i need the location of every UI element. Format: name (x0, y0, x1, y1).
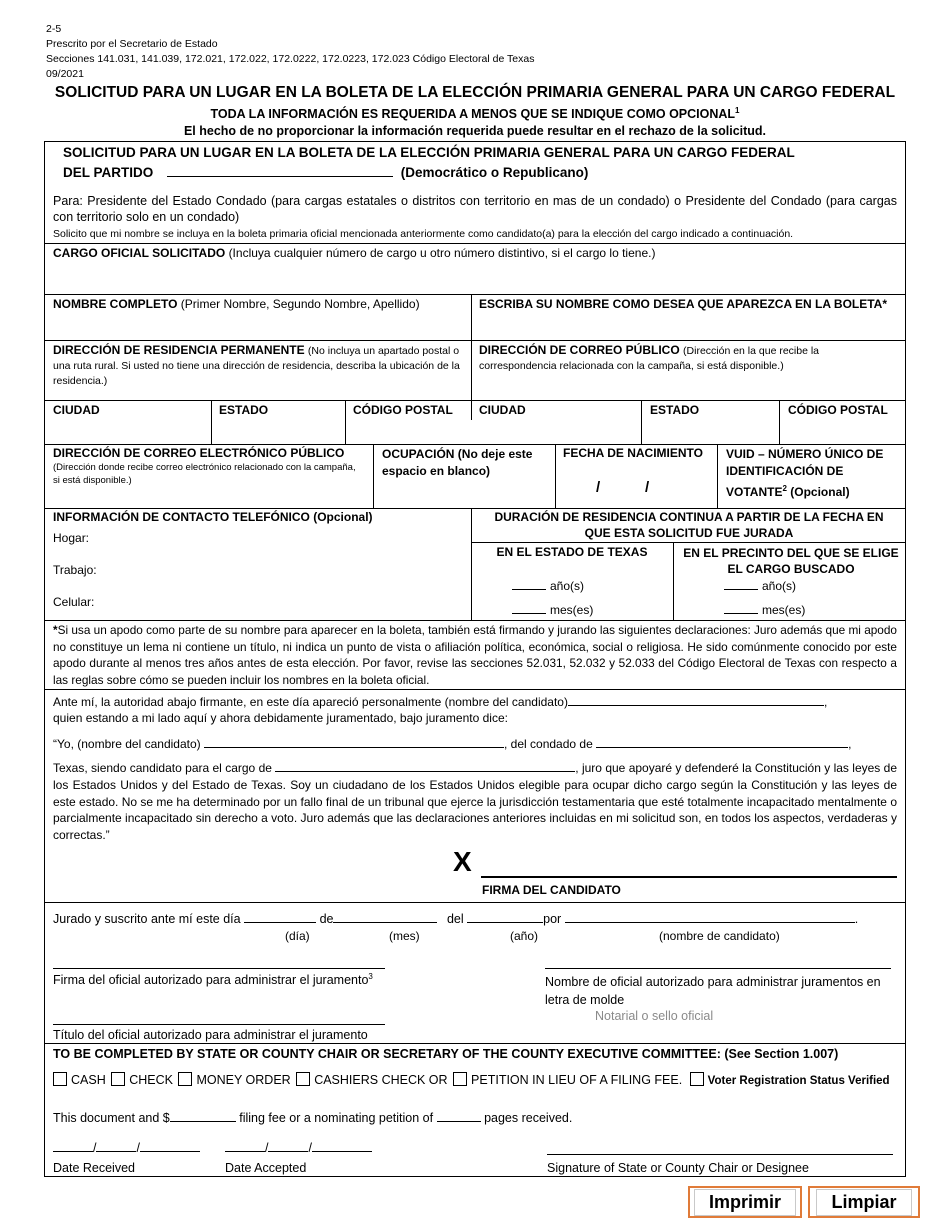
document-post: pages received. (484, 1111, 573, 1125)
official-name-line[interactable] (545, 968, 891, 969)
print-button[interactable] (688, 1186, 802, 1218)
mail-zip-field[interactable]: CÓDIGO POSTAL (788, 403, 888, 417)
prescribed-by: Prescrito por el Secretario de Estado (46, 38, 218, 50)
full-name-hint: (Primer Nombre, Segundo Nombre, Apellido) (180, 297, 420, 311)
oath-yo-text: “Yo, (nombre del candidato) (53, 737, 201, 751)
sworn-line: Jurado y suscrito ante mí este día de del por . (53, 912, 859, 926)
application-form (44, 141, 906, 1177)
residence-state-field[interactable]: ESTADO (219, 403, 269, 417)
print-button-label: Imprimir (694, 1189, 796, 1216)
date-received-label: Date Received (53, 1161, 135, 1175)
official-signature-text: Firma del oficial autorizado para administrar el juramento (53, 973, 369, 988)
full-name-label: NOMBRE COMPLETO (53, 297, 178, 311)
filing-fee-input[interactable] (170, 1110, 236, 1122)
residence-address-label: DIRECCIÓN DE RESIDENCIA PERMANENTE (53, 343, 305, 357)
rejection-warning: El hecho de no proporcionar la información requerida puede resultar en el rechazo de la solicitud. (183, 124, 767, 138)
candidate-signature-line[interactable] (481, 876, 897, 878)
footnote-1: 1 (735, 106, 740, 115)
footnote-3: 3 (368, 972, 373, 981)
official-signature-label (53, 972, 373, 987)
office-sought-field[interactable] (53, 246, 655, 261)
sworn-text: Jurado y suscrito ante mí este día (53, 912, 241, 926)
month-caption: (mes) (389, 929, 420, 943)
mail-city-field[interactable]: CIUDAD (479, 403, 526, 417)
precinct-months-field[interactable] (724, 602, 805, 618)
residence-address-field[interactable] (53, 343, 465, 388)
email-label: DIRECCIÓN DE CORREO ELECTRÓNICO PÚBLICO (53, 446, 345, 460)
form-title: SOLICITUD PARA UN LUGAR EN LA BOLETA DE LA ELECCIÓN PRIMARIA GENERAL PARA UN CARGO FEDERAL (54, 84, 896, 101)
clear-button[interactable] (808, 1186, 920, 1218)
official-title-label: Título del oficial autorizado para administrar el juramento (53, 1028, 368, 1042)
mail-address-label: DIRECCIÓN DE CORREO PÚBLICO (479, 343, 680, 357)
date-accepted-label: Date Accepted (225, 1161, 307, 1175)
vuid-field[interactable] (726, 446, 902, 501)
ballot-name-field[interactable]: ESCRIBA SU NOMBRE COMO DESEA QUE APAREZCA EN LA BOLETA* (479, 297, 888, 311)
months-label: mes(es) (762, 603, 806, 617)
document-text: This document and $ (53, 1111, 170, 1125)
required-notice-text: TODA LA INFORMACIÓN ES REQUERIDA A MENOS QUE SE INDIQUE COMO OPCIONAL (210, 107, 736, 122)
mail-address-field[interactable] (479, 343, 899, 373)
oath-county-input[interactable] (596, 736, 848, 748)
form-date: 09/2021 (46, 68, 84, 80)
date-accepted-input[interactable]: / / (225, 1140, 372, 1155)
residence-city-field[interactable]: CIUDAD (53, 403, 100, 417)
oath-intro-text: Ante mí, la autoridad abajo firmante, en este día apareció personalmente (nombre del candidato) (53, 695, 568, 709)
check-checkbox[interactable] (111, 1072, 125, 1086)
phone-work-field[interactable]: Trabajo: (53, 563, 97, 577)
office-sought-label: CARGO OFICIAL SOLICITADO (53, 246, 226, 260)
full-name-field[interactable] (53, 297, 420, 312)
notary-seal-label: Notarial o sello oficial (595, 1009, 714, 1023)
office-use-title: TO BE COMPLETED BY STATE OR COUNTY CHAIR OR SECRETARY OF THE COUNTY EXECUTIVE COMMITTEE: (See Section 1.007) (53, 1047, 839, 1061)
sworn-por: por (543, 912, 562, 926)
occupation-field[interactable]: OCUPACIÓN (No deje este espacio en blanco) (382, 447, 533, 478)
mail-address-hint: (Dirección en la que recibe la correspondencia relacionada con la campaña, si está disponible.) (479, 345, 820, 372)
required-notice (0, 106, 950, 121)
cashiers-check-label: CASHIERS CHECK OR (314, 1073, 448, 1087)
party-line (63, 165, 588, 180)
years-label: año(s) (762, 579, 797, 593)
petition-label: PETITION IN LIEU OF A FILING FEE. (471, 1073, 683, 1087)
sworn-day-input[interactable] (244, 911, 316, 923)
birth-date-field[interactable] (563, 446, 713, 506)
sworn-year-input[interactable] (467, 911, 543, 923)
email-field[interactable] (53, 446, 365, 487)
payment-options (53, 1072, 890, 1087)
addressee-text: Para: Presidente del Estado Condado (para cargas estatales o distritos con territorio en mas de un condado) o Presidente del Condado (para cargas con territorio solo en un condado) (53, 194, 897, 224)
months-label: mes(es) (550, 603, 594, 617)
sworn-candidate-input[interactable] (565, 911, 855, 923)
party-label: DEL PARTIDO (63, 165, 154, 180)
texas-months-field[interactable] (512, 602, 593, 618)
birth-date-label: FECHA DE NACIMIENTO (563, 446, 704, 460)
check-label: CHECK (129, 1073, 173, 1087)
document-received-line (53, 1110, 572, 1125)
oath-office-input[interactable] (275, 760, 575, 772)
oath-texas-post: , juro que apoyaré y defenderé la Constitución y las leyes de los Estados Unidos y del Estado de Texas. Soy un ciudadano de los Estados Unidos elegible para ocupar dicho cargo según la Constitución y las leyes de este estado. No se me ha determinado por un fallo final de un tribunal que ejerce la jurisdicción testamentaria que esté totalmente incapacitado mentalmente o parcialmente incapacitado sin derecho a voto. Juro además que las declaraciones anteriores incluidas en mi solicitud son, en todos los aspectos, verdaderas y correctas.” (53, 761, 897, 843)
oath-yo-line: “Yo, (nombre del candidato) , del condado de , (53, 737, 852, 751)
vuid-optional: (Opcional) (790, 485, 850, 499)
oath-texas-pre: Texas, siendo candidato para el cargo de (53, 761, 272, 775)
date-received-input[interactable]: / / (53, 1140, 200, 1155)
sworn-month-input[interactable] (333, 911, 437, 923)
footnote-2: 2 (782, 484, 787, 493)
x-mark: X (453, 846, 472, 877)
official-name-label: Nombre de oficial autorizado para administrar juramentos en letra de molde (545, 975, 881, 1007)
petition-checkbox[interactable] (453, 1072, 467, 1086)
election-code-sections: Secciones 141.031, 141.039, 172.021, 172.022, 172.0222, 172.0223, 172.023 Código Electoral de Texas (46, 53, 535, 65)
form-number: 2-5 (46, 23, 62, 35)
oath-yo-name-input[interactable] (204, 736, 504, 748)
party-suffix: (Democrático o Republicano) (400, 165, 589, 180)
residence-duration-title: DURACIÓN DE RESIDENCIA CONTINUA A PARTIR DE LA FECHA EN QUE ESTA SOLICITUD FUE JURADA (494, 510, 884, 540)
day-caption: (día) (285, 929, 310, 943)
money-order-label: MONEY ORDER (196, 1073, 291, 1087)
candidate-signature-label: FIRMA DEL CANDIDATO (482, 883, 621, 897)
money-order-checkbox[interactable] (178, 1072, 192, 1086)
request-text: Solicito que mi nombre se incluya en la boleta primaria oficial mencionada anteriormente como candidato(a) para la elección del cargo indicado a continuación. (53, 228, 794, 240)
chair-signature-line[interactable] (547, 1154, 893, 1155)
voter-verified-checkbox[interactable] (690, 1072, 704, 1086)
office-sought-hint: (Incluya cualquier número de cargo u otro número distintivo, si el cargo lo tiene.) (228, 246, 656, 260)
candidate-name-caption: (nombre de candidato) (659, 929, 780, 943)
year-caption: (año) (510, 929, 539, 943)
birth-date-separator: / (596, 479, 601, 496)
oath-intro-line: Ante mí, la autoridad abajo firmante, en este día apareció personalmente (nombre del candidato) , (53, 695, 828, 709)
residence-address-hint: (No incluya un apartado postal o una ruta rural. Si usted no tiene una dirección de residencia, describa la ubicación de la residencia.) (53, 345, 460, 387)
precinct-residence-label: EN EL PRECINTO DEL QUE SE ELIGE EL CARGO BUSCADO (683, 546, 899, 576)
cash-label: CASH (71, 1073, 106, 1087)
phone-home-field[interactable]: Hogar: (53, 531, 90, 545)
nickname-note-text: Si usa un apodo como parte de su nombre para aparecer en la boleta, también está firmando y jurando las siguientes declaraciones: Juro además que mi apodo no constituye un lema ni contiene un título, ni indica un punto de vista o afiliación política, económica, social o religiosa. He sido comúnmente conocido por este apodo durante al menos tres años antes de esta elección. Por favor, revise las secciones 52.031, 52.032 y 52.033 del Código Electoral de Texas con respecto a las reglas sobre cómo se pueden incluir los nombres en la boleta oficial. (53, 623, 897, 687)
texas-residence-label: EN EL ESTADO DE TEXAS (496, 545, 648, 559)
official-signature-line[interactable] (53, 968, 385, 969)
nickname-note (53, 622, 897, 688)
precinct-years-field[interactable] (724, 578, 796, 594)
oath-intro-text-2: quien estando a mi lado aquí y ahora debidamente juramentado, bajo juramento dice: (53, 711, 508, 725)
mail-state-field[interactable]: ESTADO (650, 403, 700, 417)
oath-statement (53, 760, 897, 844)
voter-verified-label: Voter Registration Status Verified (707, 1075, 890, 1087)
petition-pages-input[interactable] (437, 1110, 481, 1122)
nickname-star: * (53, 623, 58, 637)
phone-section-label: INFORMACIÓN DE CONTACTO TELEFÓNICO (Opcional) (53, 510, 373, 524)
clear-button-label: Limpiar (816, 1189, 911, 1216)
sworn-del: del (446, 912, 464, 926)
phone-cell-field[interactable]: Celular: (53, 595, 95, 609)
birth-date-separator: / (645, 479, 650, 496)
cashiers-check-checkbox[interactable] (296, 1072, 310, 1086)
party-heading: SOLICITUD PARA UN LUGAR EN LA BOLETA DE LA ELECCIÓN PRIMARIA GENERAL PARA UN CARGO FEDERAL (63, 145, 795, 160)
official-title-line[interactable] (53, 1024, 385, 1025)
party-input[interactable] (167, 165, 393, 177)
years-label: año(s) (550, 579, 585, 593)
residence-zip-field[interactable]: CÓDIGO POSTAL (353, 403, 453, 417)
email-hint: (Dirección donde recibe correo electrónico relacionado con la campaña, si está disponible.) (53, 462, 356, 486)
chair-signature-label: Signature of State or County Chair or Designee (547, 1161, 809, 1175)
vuid-label: VUID – NÚMERO ÚNICO DE IDENTIFICACIÓN DE VOTANTE (726, 447, 884, 499)
oath-candidate-name-input[interactable] (568, 694, 824, 706)
texas-years-field[interactable] (512, 578, 584, 594)
document-mid: filing fee or a nominating petition of (239, 1111, 434, 1125)
oath-county-text: , del condado de (504, 737, 593, 751)
cash-checkbox[interactable] (53, 1072, 67, 1086)
sworn-de: de (319, 912, 334, 926)
